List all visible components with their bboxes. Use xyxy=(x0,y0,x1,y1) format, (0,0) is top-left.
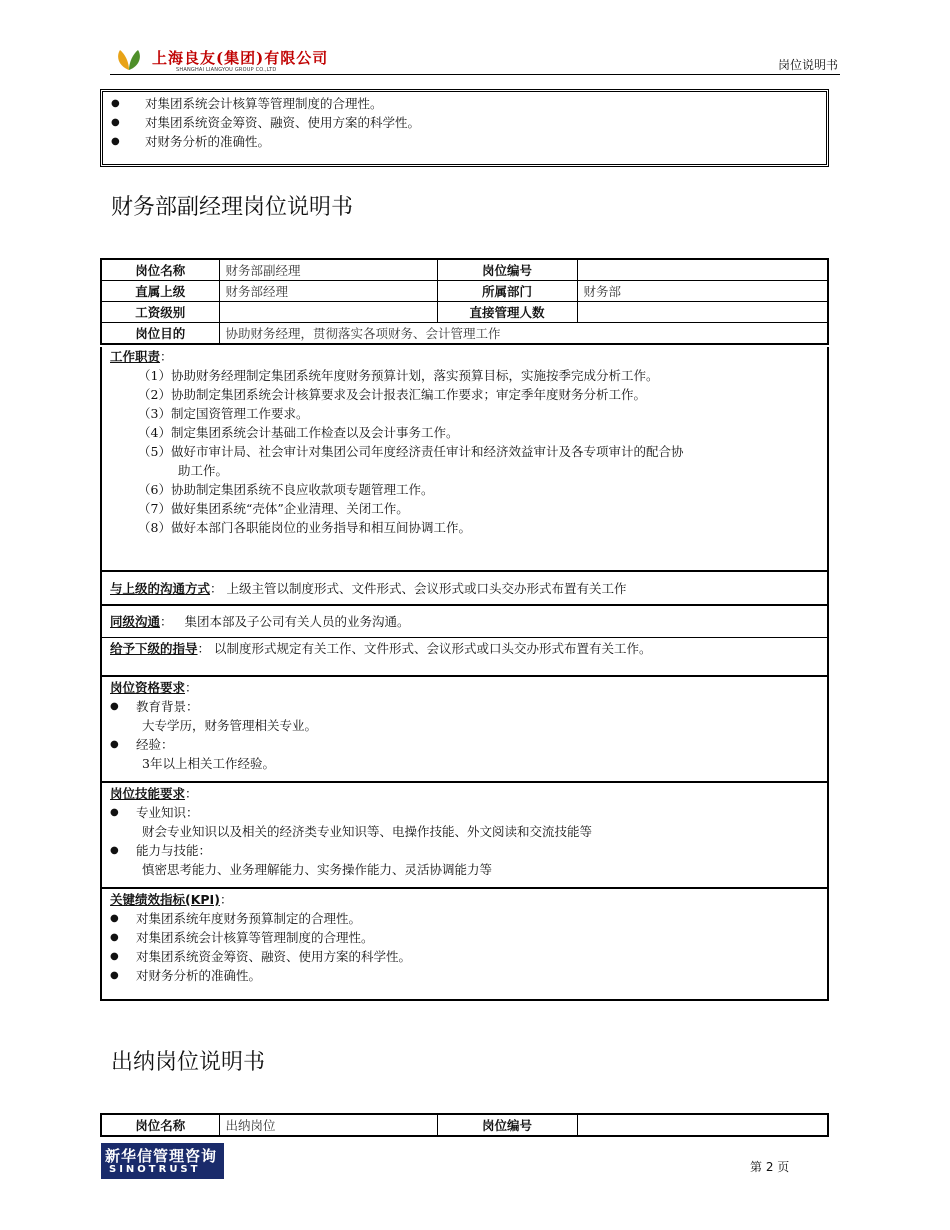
label-purpose: 岗位目的 xyxy=(101,323,219,345)
company-name: 上海良友(集团)有限公司 xyxy=(152,49,329,67)
prev-kpi-box xyxy=(100,89,829,167)
skill-head: ● 专业知识： xyxy=(102,803,819,822)
skill-head: ● 能力与技能： xyxy=(102,841,819,860)
skill-text: 慎密思考能力、业务理解能力、实务操作能力、灵活协调能力等 xyxy=(142,862,493,877)
comm-peer-title: 同级沟通 xyxy=(110,614,161,629)
comm-up-text: 上级主管以制度形式、文件形式、会议形式或口头交办形式布置有关工作 xyxy=(226,581,627,596)
duty-item: （1）协助财务经理制定集团系统年度财务预算计划，落实预算目标，实施按季完成分析工作。 xyxy=(138,368,659,383)
comm-peer-section: 同级沟通： 集团本部及子公司有关人员的业务沟通。 xyxy=(100,605,829,638)
qual-text: 大专学历，财务管理相关专业。 xyxy=(142,718,318,733)
guide-title: 给予下级的指导 xyxy=(110,641,198,656)
duty-item: （3）制定国资管理工作要求。 xyxy=(138,406,309,421)
value-code xyxy=(577,259,828,281)
qual-head: ● 教育背景： xyxy=(102,697,819,716)
table-row xyxy=(101,1114,828,1136)
skill-title: 岗位技能要求 xyxy=(110,786,186,801)
deputy-info-table xyxy=(100,258,829,345)
duties-section: 工作职责： （1）协助财务经理制定集团系统年度财务预算计划，落实预算目标，实施按季完成分析工作。 （2）协助制定集团系统会计核算要求及会计报表汇编工作要求；审定季年度财务分析工作。 （3）制定国资管理工作要求。 （4）制定集团系统会计基础工作检查以及会计事务工作。 （5）做好市审计局、社会审计对集团公司年度经济责任审计和经济效益审计及各专项审计的配合协 助工作。 （6）协助制定集团系统不良应收款项专题管理工作。 （7）做好集团系统“壳体”企业清理、关闭工作。 （8）做好本部门各职能岗位的业务指导和相互间协调工作。 xyxy=(100,347,829,571)
list-item: ● 对集团系统会计核算等管理制度的合理性。 xyxy=(103,94,826,113)
table-row xyxy=(101,281,828,302)
doc-label: 岗位说明书 xyxy=(777,58,838,72)
qual-text: 3年以上相关工作经验。 xyxy=(142,756,275,771)
section-title-deputy: 财务部副经理岗位说明书 xyxy=(111,195,354,220)
kpi-item: ● 对财务分析的准确性。 xyxy=(102,966,819,985)
value-dept: 财务部 xyxy=(577,281,828,302)
kpi-item: ● 对集团系统会计核算等管理制度的合理性。 xyxy=(102,928,819,947)
duty-item: （7）做好集团系统“壳体”企业清理、关闭工作。 xyxy=(138,501,409,516)
logo-en: SINOTRUST xyxy=(109,1164,201,1175)
value-superior: 财务部经理 xyxy=(219,281,437,302)
leaf-logo-icon xyxy=(114,44,144,72)
company-name-en: SHANGHAI LIANGYOU GROUP CO.,LTD xyxy=(176,67,277,73)
skill-text: 财会专业知识以及相关的经济类专业知识等、电操作技能、外文阅读和交流技能等 xyxy=(142,824,593,839)
duty-item: （6）协助制定集团系统不良应收款项专题管理工作。 xyxy=(138,482,434,497)
label-superior: 直属上级 xyxy=(101,281,219,302)
value-name: 财务部副经理 xyxy=(219,259,437,281)
value-grade xyxy=(219,302,437,323)
kpi-section: 关键绩效指标(KPI)： ● 对集团系统年度财务预算制定的合理性。 ● 对集团系统会计核算等管理制度的合理性。 ● 对集团系统资金筹资、融资、使用方案的科学性。 ● 对财务分析的准确性。 xyxy=(100,888,829,1001)
duty-item: （2）协助制定集团系统会计核算要求及会计报表汇编工作要求；审定季年度财务分析工作。 xyxy=(138,387,646,402)
sinotrust-logo xyxy=(101,1143,224,1179)
duty-item: （5）做好市审计局、社会审计对集团公司年度经济责任审计和经济效益审计及各专项审计的配合协 xyxy=(138,444,684,459)
duty-item: （8）做好本部门各职能岗位的业务指导和相互间协调工作。 xyxy=(138,520,471,535)
qual-section: 岗位资格要求： ● 教育背景： 大专学历，财务管理相关专业。 ● 经验： 3年以上相关工作经验。 xyxy=(100,676,829,782)
table-row xyxy=(101,302,828,323)
comm-up-section: 与上级的沟通方式： 上级主管以制度形式、文件形式、会议形式或口头交办形式布置有关工作 xyxy=(100,571,829,605)
guide-text: 以制度形式规定有关工作、文件形式、会议形式或口头交办形式布置有关工作。 xyxy=(214,641,652,656)
page-header xyxy=(110,42,840,75)
value-code xyxy=(577,1114,828,1136)
duty-item: （4）制定集团系统会计基础工作检查以及会计事务工作。 xyxy=(138,425,459,440)
label-reports: 直接管理人数 xyxy=(437,302,577,323)
kpi-title: 关键绩效指标(KPI) xyxy=(110,892,220,907)
cashier-info-table xyxy=(100,1113,829,1137)
label-dept: 所属部门 xyxy=(437,281,577,302)
value-reports xyxy=(577,302,828,323)
comm-up-title: 与上级的沟通方式 xyxy=(110,581,211,596)
duties-title: 工作职责 xyxy=(110,349,161,364)
section-title-cashier: 出纳岗位说明书 xyxy=(111,1050,266,1075)
skill-section: 岗位技能要求： ● 专业知识： 财会专业知识以及相关的经济类专业知识等、电操作技能、外文阅读和交流技能等 ● 能力与技能： 慎密思考能力、业务理解能力、实务操作能力、灵活协调能力等 xyxy=(100,782,829,888)
value-name: 出纳岗位 xyxy=(219,1114,437,1136)
kpi-item: ● 对集团系统资金筹资、融资、使用方案的科学性。 xyxy=(102,947,819,966)
table-row xyxy=(101,259,828,281)
page-number: 第 2 页 xyxy=(750,1160,790,1174)
guide-section: 给予下级的指导： 以制度形式规定有关工作、文件形式、会议形式或口头交办形式布置有关工作。 xyxy=(100,638,829,676)
duty-item-continued: 助工作。 xyxy=(178,463,229,478)
comm-peer-text: 集团本部及子公司有关人员的业务沟通。 xyxy=(184,614,410,629)
label-code: 岗位编号 xyxy=(437,259,577,281)
value-purpose: 协助财务经理，贯彻落实各项财务、会计管理工作 xyxy=(219,323,828,345)
kpi-item: ● 对集团系统年度财务预算制定的合理性。 xyxy=(102,909,819,928)
qual-head: ● 经验： xyxy=(102,735,819,754)
list-item: ● 对集团系统资金筹资、融资、使用方案的科学性。 xyxy=(103,113,826,132)
logo-cn: 新华信管理咨询 xyxy=(105,1147,218,1165)
label-grade: 工资级别 xyxy=(101,302,219,323)
qual-title: 岗位资格要求 xyxy=(110,680,186,695)
list-item: ● 对财务分析的准确性。 xyxy=(103,132,826,151)
label-name: 岗位名称 xyxy=(101,259,219,281)
table-row xyxy=(101,323,828,345)
label-code: 岗位编号 xyxy=(437,1114,577,1136)
label-name: 岗位名称 xyxy=(101,1114,219,1136)
